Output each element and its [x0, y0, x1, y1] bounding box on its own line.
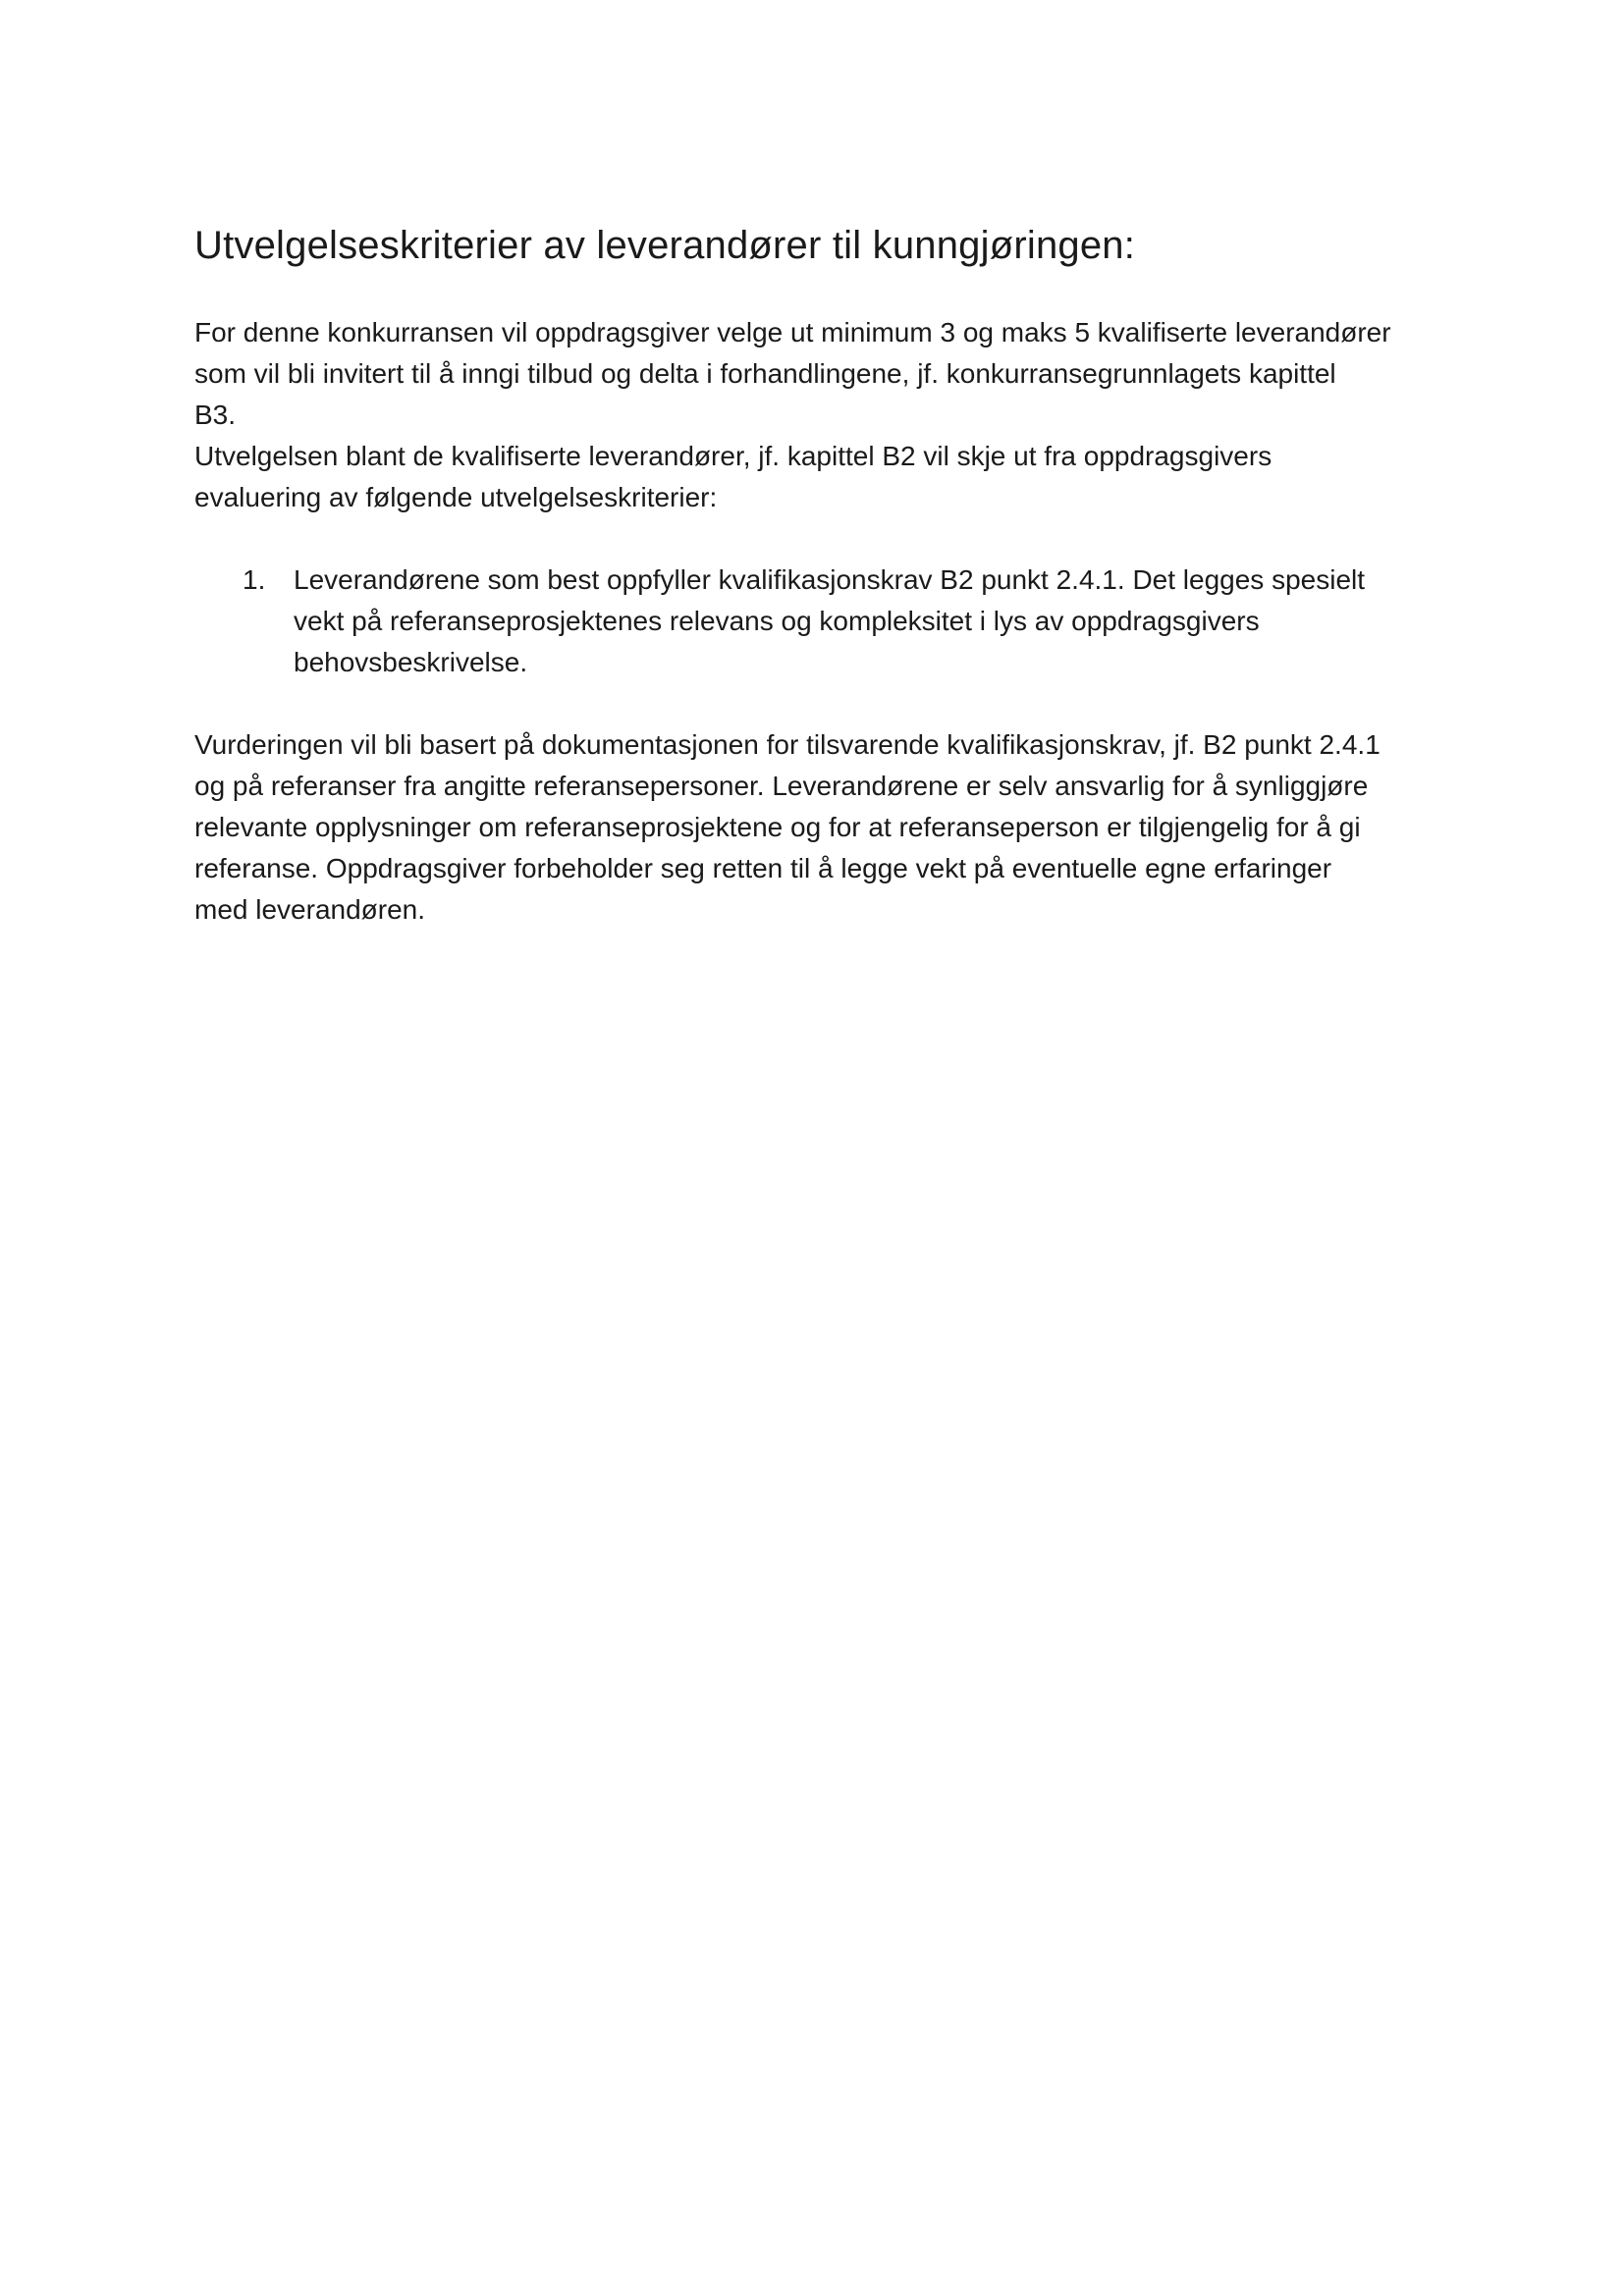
list-item-line: behovsbeskrivelse.	[294, 647, 528, 677]
intro-line: Utvelgelsen blant de kvalifiserte leverandører, jf. kapittel B2 vil skje ut fra oppdragsgivers	[194, 441, 1272, 471]
list-item-number: 1.	[243, 564, 266, 595]
closing-line: og på referanser fra angitte referansepersoner. Leverandørene er selv ansvarlig for å synliggjøre	[194, 771, 1369, 801]
closing-line: referanse. Oppdragsgiver forbeholder seg retten til å legge vekt på eventuelle egne erfaringer	[194, 853, 1332, 883]
closing-line: med leverandøren.	[194, 894, 426, 925]
list-item-line: vekt på referanseprosjektenes relevans og kompleksitet i lys av oppdragsgivers	[294, 606, 1260, 636]
closing-line: Vurderingen vil bli basert på dokumentasjonen for tilsvarende kvalifikasjonskrav, jf. B2 punkt 2.4.1	[194, 729, 1380, 760]
document-page	[194, 222, 1461, 931]
intro-line: B3.	[194, 400, 237, 430]
list-item-line: Leverandørene som best oppfyller kvalifikasjonskrav B2 punkt 2.4.1. Det legges spesielt	[294, 564, 1366, 595]
document-heading: Utvelgelseskriterier av leverandører til kunngjøringen:	[194, 224, 1136, 267]
closing-line: relevante opplysninger om referanseprosjektene og for at referanseperson er tilgjengelig for å gi	[194, 812, 1361, 842]
list-item	[194, 560, 1461, 683]
criteria-list	[194, 560, 1461, 683]
intro-line: evaluering av følgende utvelgelseskriterier:	[194, 482, 718, 512]
intro-line: For denne konkurransen vil oppdragsgiver velge ut minimum 3 og maks 5 kvalifiserte leverandører	[194, 317, 1391, 347]
closing-paragraph	[194, 724, 1461, 931]
intro-line: som vil bli invitert til å inngi tilbud og delta i forhandlingene, jf. konkurransegrunnlagets kapittel	[194, 358, 1336, 389]
intro-paragraph	[194, 312, 1461, 518]
